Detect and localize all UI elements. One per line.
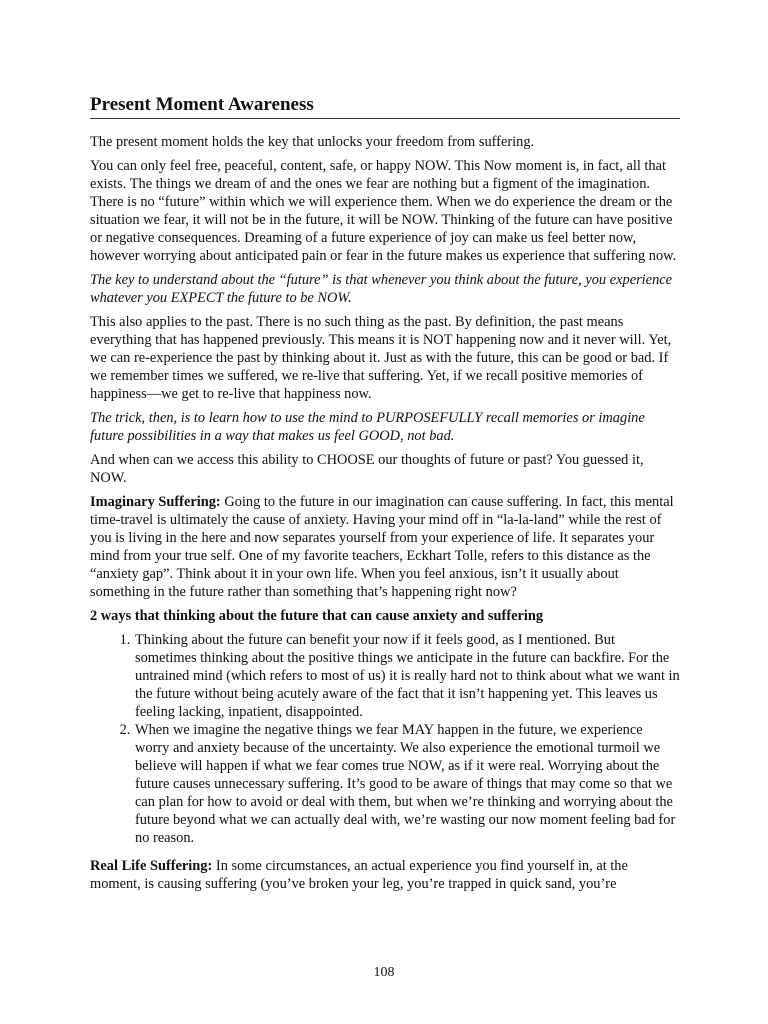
paragraph-choose: And when can we access this ability to CHOOSE our thoughts of future or past? You guessed it, NOW. bbox=[90, 452, 644, 486]
paragraph-imaginary-suffering bbox=[90, 493, 680, 601]
paragraph-future-key: The key to understand about the “future” is that whenever you think about the future, you experience whatever you EXPECT the future to be NOW. bbox=[90, 272, 673, 306]
imaginary-suffering-label: Imaginary Suffering: bbox=[90, 494, 221, 510]
list-heading bbox=[90, 607, 680, 625]
paragraph-intro: The present moment holds the key that unlocks your freedom from suffering. bbox=[90, 134, 535, 150]
paragraph-real-life-suffering bbox=[90, 857, 680, 893]
numbered-list bbox=[90, 631, 680, 847]
body-content bbox=[90, 133, 680, 899]
imaginary-suffering-text: Going to the future in our imagination can cause suffering. In fact, this mental time-travel is ultimately the cause of anxiety. Having your mind off in “la-la-land” while the rest of you is living in the here and now separates yourself from your experience of life. It separates your mind from your true self. One of my favorite teachers, Eckhart Tolle, refers to this distance as the “anxiety gap”. Think about it in your own life. When you feel anxious, isn’t it usually about something in the future rather than something that’s happening right now? bbox=[90, 494, 674, 600]
paragraph-trick: The trick, then, is to learn how to use the mind to PURPOSEFULLY recall memories or imagine future possibilities in a way that makes us feel GOOD, not bad. bbox=[90, 410, 645, 444]
list-heading-text: 2 ways that thinking about the future that can cause anxiety and suffering bbox=[90, 608, 544, 624]
real-life-suffering-text: In some circumstances, an actual experience you find yourself in, at the moment, is causing suffering (you’ve broken your leg, you’re trapped in quick sand, you’re bbox=[90, 858, 628, 892]
real-life-suffering-label: Real Life Suffering: bbox=[90, 858, 213, 874]
list-item: 1. Thinking about the future can benefit your now if it feels good, as I mentioned. But sometimes thinking about the positive things we anticipate in the future can backfire. For the untrained mind (which refers to most of us) it is really hard not to think about what we want in the future without being acutely aware of the fact that it isn’t happening yet. This leaves us feeling lacking, inpatient, disappointed. bbox=[134, 631, 680, 721]
paragraph-past: This also applies to the past. There is no such thing as the past. By definition, the past means everything that has happened previously. This means it is NOT happening now and it never will. Yet, we can re-experience the past by thinking about it. Just as with the future, this can be good or bad. If we remember times we suffered, we re-live that suffering. Yet, if we recall positive memories of happiness—we get to re-live that happiness now. bbox=[90, 314, 672, 402]
paragraph-now: You can only feel free, peaceful, content, safe, or happy NOW. This Now moment is, in fact, all that exists. The things we dream of and the ones we fear are nothing but a figment of the imagination. There is no “future” within which we will experience them. When we do experience the dream or the situation we fear, it will not be in the future, it will be NOW. Thinking of the future can have positive or negative consequences. Dreaming of a future experience of joy can make us feel better now, however worrying about anticipated pain or fear in the future makes us experience that suffering now. bbox=[90, 158, 677, 264]
page-number: 108 bbox=[373, 965, 395, 980]
list-item: 2. When we imagine the negative things we fear MAY happen in the future, we experience worry and anxiety because of the uncertainty. We also experience the emotional turmoil we believe will happen if what we fear comes true NOW, as if it were real. Worrying about the future causes unnecessary suffering. It’s good to be aware of things that may come so that we can plan for how to avoid or deal with them, but when we’re thinking and worrying about the future beyond what we can actually deal with, we’re wasting our now moment feeling bad for no reason. bbox=[134, 721, 680, 847]
section-heading: Present Moment Awareness bbox=[90, 93, 680, 119]
